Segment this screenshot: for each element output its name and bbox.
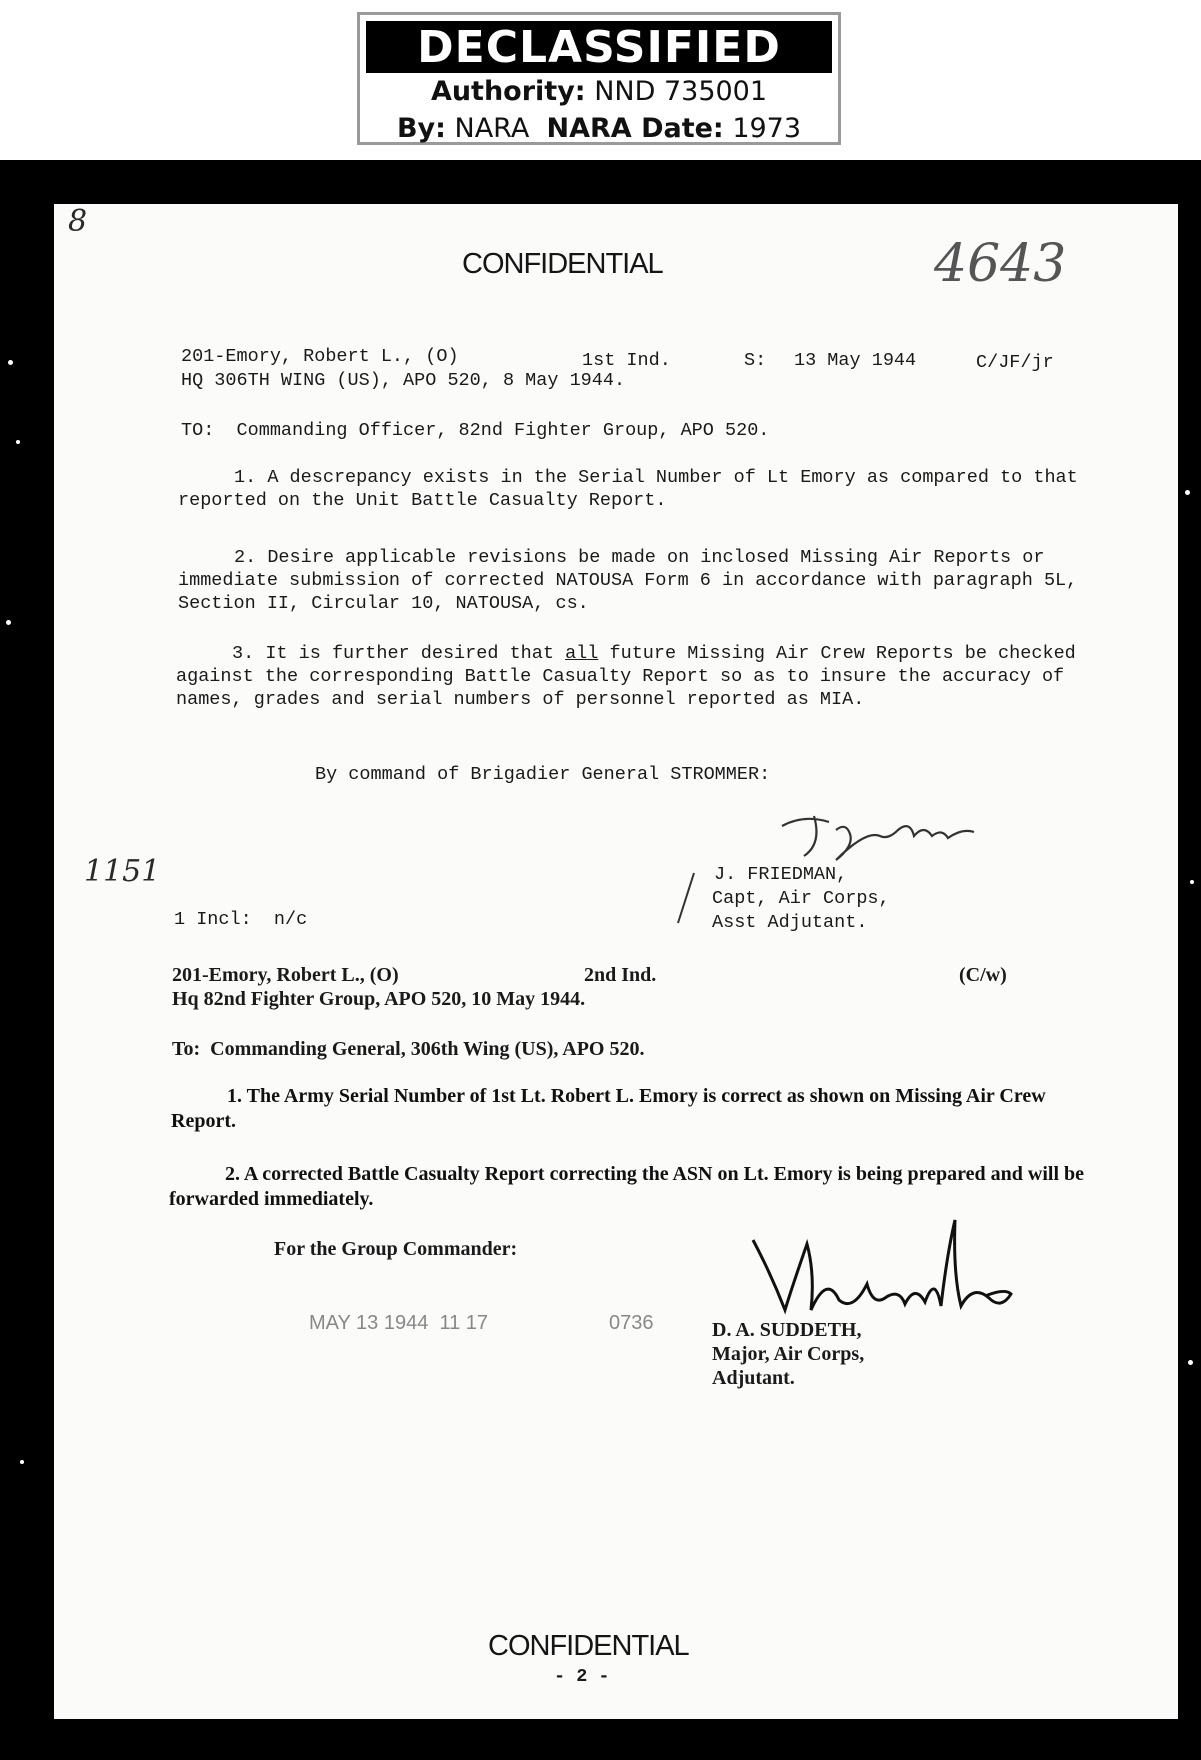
classification-top: CONFIDENTIAL: [462, 248, 663, 280]
first-ind-to: TO: Commanding Officer, 82nd Fighter Group, APO 520.: [181, 420, 770, 441]
document-page: [54, 204, 1178, 1719]
command-line: By command of Brigadier General STROMMER:: [315, 764, 771, 785]
group-commander-line: For the Group Commander:: [274, 1238, 518, 1260]
first-ind-file-ref: 201-Emory, Robert L., (O): [181, 346, 459, 367]
first-ind-date: 13 May 1944: [794, 350, 917, 371]
friedman-rank: Capt, Air Corps,: [712, 888, 890, 909]
scanned-document: [0, 160, 1201, 1760]
classification-bottom: CONFIDENTIAL: [488, 1630, 689, 1662]
friedman-name: J. FRIEDMAN,: [714, 864, 848, 885]
first-ind-from: HQ 306TH WING (US), APO 520, 8 May 1944.: [181, 370, 626, 391]
second-ind-para-1: 1. The Army Serial Number of 1st Lt. Robert L. Emory is correct as shown on Missing Air Crew Report.: [171, 1085, 1046, 1132]
suddeth-signature: [749, 1214, 1019, 1324]
first-ind-para-3: 3. It is further desired that all future Missing Air Crew Reports be checked against the corresponding Battle Casualty Report so as to insure the accuracy of names, grades and serial numbers of personnel reported as MIA.: [176, 643, 1076, 710]
first-ind-initials: C/JF/jr: [976, 352, 1054, 373]
first-ind-para-1: 1. A descrepancy exists in the Serial Number of Lt Emory as compared to that reported on the Unit Battle Casualty Report.: [178, 467, 1078, 511]
friedman-signature: [774, 804, 1014, 864]
second-ind-code: (C/w): [959, 964, 1007, 986]
stamp-by-date: By: NARA NARA Date: 1973: [396, 113, 802, 144]
first-ind-para-2: 2. Desire applicable revisions be made on inclosed Missing Air Reports or immediate submission of corrected NATOUSA Form 6 in accordance with paragraph 5L, Section II, Circular 10, NATOUSA, cs.: [178, 547, 1078, 614]
handwritten-corner-mark: 8: [68, 204, 88, 239]
second-ind-label: 2nd Ind.: [584, 964, 657, 986]
stamp-title: DECLASSIFIED: [366, 21, 832, 73]
second-ind-to: To: Commanding General, 306th Wing (US), APO 520.: [172, 1038, 645, 1060]
received-number-stamp: 0736: [609, 1312, 654, 1334]
page-number: - 2 -: [554, 1666, 610, 1687]
handwritten-document-number: 4643: [934, 234, 1067, 294]
signature-slash-mark: [672, 869, 702, 929]
second-ind-para-2: 2. A corrected Battle Casualty Report correcting the ASN on Lt. Emory is being prepared and will be forwarded immediately.: [169, 1163, 1085, 1210]
suddeth-title: Adjutant.: [712, 1367, 795, 1389]
second-ind-from: Hq 82nd Fighter Group, APO 520, 10 May 1944.: [172, 988, 586, 1010]
first-ind-label: 1st Ind.: [582, 350, 671, 371]
suddeth-name: D. A. SUDDETH,: [712, 1319, 862, 1341]
second-ind-file-ref: 201-Emory, Robert L., (O): [172, 964, 399, 986]
received-date-stamp: MAY 13 1944 11 17: [309, 1312, 489, 1334]
suddeth-rank: Major, Air Corps,: [712, 1343, 865, 1365]
friedman-title: Asst Adjutant.: [712, 912, 868, 933]
declassification-stamp: [357, 12, 841, 145]
inclosure-line: 1 Incl: n/c: [174, 909, 308, 930]
margin-handwritten-number: 1151: [84, 854, 161, 889]
stamp-authority: Authority: NND 735001: [430, 76, 768, 107]
first-ind-s-label: S:: [744, 350, 767, 371]
